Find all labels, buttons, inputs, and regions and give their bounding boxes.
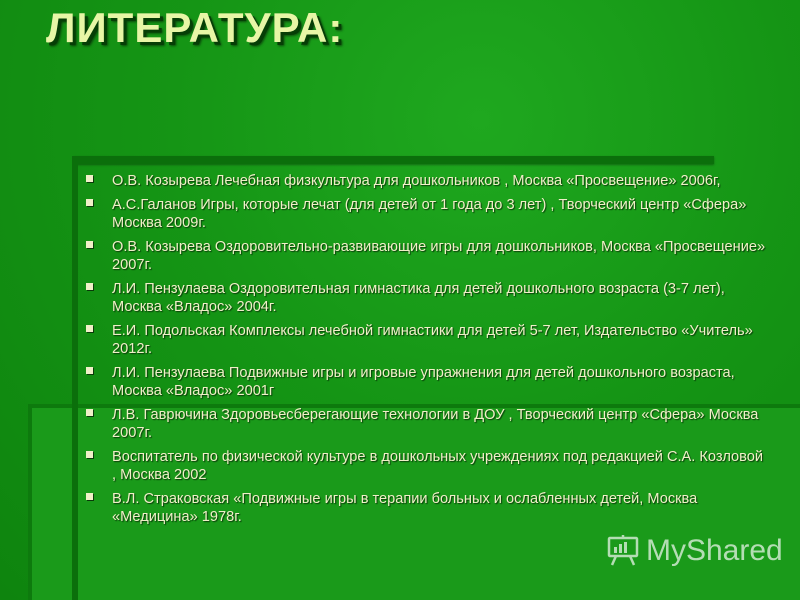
square-bullet-icon (86, 367, 93, 374)
reference-item (86, 406, 766, 442)
reference-item (86, 196, 766, 232)
reference-item (86, 322, 766, 358)
reference-text: Л.И. Пензулаева Подвижные игры и игровые упражнения для детей дошкольного возраста, Москва «Владос» 2001г (112, 365, 735, 399)
reference-text: Л.В. Гаврючина Здоровьесберегающие технологии в ДОУ , Творческий центр «Сфера» Москва 2007г. (112, 407, 759, 441)
reference-text: Е.И. Подольская Комплексы лечебной гимнастики для детей 5-7 лет, Издательство «Учитель» 2012г. (112, 323, 753, 357)
square-bullet-icon (86, 175, 93, 182)
presentation-board-icon (606, 534, 640, 568)
square-bullet-icon (86, 199, 93, 206)
reference-text: О.В. Козырева Лечебная физкультура для дошкольников , Москва «Просвещение» 2006г, (112, 173, 721, 189)
reference-item (86, 280, 766, 316)
reference-text: Воспитатель по физической культуре в дошкольных учреждениях под редакцией С.А. Козловой , Москва 2002 (112, 449, 764, 483)
reference-text: А.С.Галанов Игры, которые лечат (для детей от 1 года до 3 лет) , Творческий центр «Сфера» Москва 2009г. (112, 197, 747, 231)
square-bullet-icon (86, 325, 93, 332)
square-bullet-icon (86, 409, 93, 416)
reference-text: В.Л. Страковская «Подвижные игры в терапии больных и ослабленных детей, Москва «Медицина» 1978г. (112, 491, 698, 525)
slide-title: ЛИТЕРАТУРА: (46, 4, 344, 51)
reference-list (86, 172, 766, 532)
reference-item (86, 364, 766, 400)
reference-item (86, 490, 766, 526)
reference-text: О.В. Козырева Оздоровительно-развивающие игры для дошкольников, Москва «Просвещение» 2007г. (112, 239, 766, 273)
reference-item (86, 238, 766, 274)
decorative-panel-left-edge (72, 156, 78, 600)
square-bullet-icon (86, 241, 93, 248)
square-bullet-icon (86, 451, 93, 458)
myshared-watermark (606, 534, 783, 568)
watermark-text: MyShared (646, 534, 783, 567)
square-bullet-icon (86, 283, 93, 290)
decorative-panel-top-edge (74, 156, 714, 164)
square-bullet-icon (86, 493, 93, 500)
reference-item (86, 448, 766, 484)
decorative-panel-bottom-left-edge (28, 404, 32, 600)
reference-item (86, 172, 766, 190)
reference-text: Л.И. Пензулаева Оздоровительная гимнастика для детей дошкольного возраста (3-7 лет), Москва «Владос» 2004г. (112, 281, 725, 315)
